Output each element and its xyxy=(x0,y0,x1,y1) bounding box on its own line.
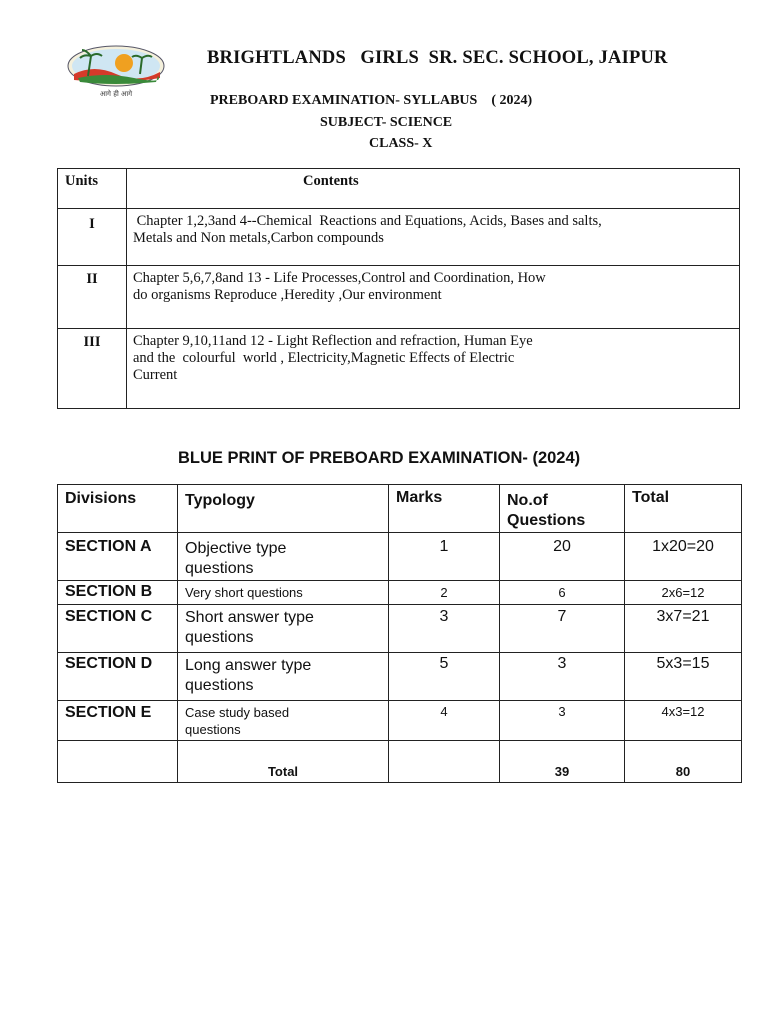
content-line: and the colourful world , Electricity,Magnetic Effects of Electric xyxy=(133,350,515,366)
total-questions: 39 xyxy=(500,741,625,783)
header-questions-line: Questions xyxy=(507,512,586,529)
unit-number: I xyxy=(58,209,127,266)
typology-line: Case study based xyxy=(185,705,290,720)
table-row xyxy=(58,329,740,409)
typology: Very short questions xyxy=(178,581,389,605)
header-questions xyxy=(500,485,625,533)
questions-value: 3 xyxy=(500,653,625,701)
unit-content xyxy=(127,266,740,329)
typology-line: questions xyxy=(185,560,254,577)
header-marks: Marks xyxy=(389,485,500,533)
total-value: 1x20=20 xyxy=(625,533,742,581)
unit-number: II xyxy=(58,266,127,329)
table-row xyxy=(58,169,740,209)
subject-title: SUBJECT- SCIENCE xyxy=(320,115,453,130)
total-value: 4x3=12 xyxy=(625,701,742,741)
table-row xyxy=(58,533,742,581)
table-row xyxy=(58,653,742,701)
school-name: BRIGHTLANDS GIRLS SR. SEC. SCHOOL, JAIPUR xyxy=(207,48,668,68)
header-contents: Contents xyxy=(127,169,740,209)
exam-title: PREBOARD EXAMINATION- SYLLABUS ( 2024) xyxy=(210,93,533,108)
section-label: SECTION C xyxy=(58,605,178,653)
header-total: Total xyxy=(625,485,742,533)
header-divisions: Divisions xyxy=(58,485,178,533)
typology-line: Objective type xyxy=(185,540,287,557)
content-line: Chapter 1,2,3and 4--Chemical Reactions and Equations, Acids, Bases and salts, xyxy=(133,213,602,229)
total-value: 3x7=21 xyxy=(625,605,742,653)
total-label: Total xyxy=(178,741,389,783)
marks-value: 3 xyxy=(389,605,500,653)
typology-line: Long answer type xyxy=(185,657,312,674)
unit-content xyxy=(127,329,740,409)
typology xyxy=(178,701,389,741)
table-row xyxy=(58,605,742,653)
school-logo-icon xyxy=(64,44,168,100)
content-line: do organisms Reproduce ,Heredity ,Our environment xyxy=(133,287,442,303)
section-label: SECTION A xyxy=(58,533,178,581)
typology xyxy=(178,605,389,653)
unit-number: III xyxy=(58,329,127,409)
grand-total: 80 xyxy=(625,741,742,783)
content-line: Current xyxy=(133,367,178,383)
class-title: CLASS- X xyxy=(369,136,433,151)
section-label: SECTION E xyxy=(58,701,178,741)
marks-value: 2 xyxy=(389,581,500,605)
empty-cell xyxy=(58,741,178,783)
typology-line: questions xyxy=(185,677,254,694)
content-line: Metals and Non metals,Carbon compounds xyxy=(133,230,384,246)
typology-line: questions xyxy=(185,722,241,737)
unit-content xyxy=(127,209,740,266)
empty-cell xyxy=(389,741,500,783)
questions-value: 6 xyxy=(500,581,625,605)
header-questions-line: No.of xyxy=(507,492,548,509)
section-label: SECTION B xyxy=(58,581,178,605)
total-value: 5x3=15 xyxy=(625,653,742,701)
table-row xyxy=(58,209,740,266)
typology-line: Short answer type xyxy=(185,609,314,626)
typology-line: questions xyxy=(185,629,254,646)
header-units: Units xyxy=(58,169,127,209)
section-label: SECTION D xyxy=(58,653,178,701)
table-row xyxy=(58,701,742,741)
total-value: 2x6=12 xyxy=(625,581,742,605)
questions-value: 7 xyxy=(500,605,625,653)
table-row xyxy=(58,741,742,783)
header-typology: Typology xyxy=(178,485,389,533)
syllabus-table xyxy=(57,168,740,409)
marks-value: 1 xyxy=(389,533,500,581)
content-line: Chapter 5,6,7,8and 13 - Life Processes,Control and Coordination, How xyxy=(133,270,546,286)
table-row xyxy=(58,266,740,329)
questions-value: 3 xyxy=(500,701,625,741)
table-row xyxy=(58,581,742,605)
typology xyxy=(178,653,389,701)
typology xyxy=(178,533,389,581)
table-row xyxy=(58,485,742,533)
questions-value: 20 xyxy=(500,533,625,581)
logo-motto: आगे ही आगे xyxy=(99,90,133,98)
blueprint-table xyxy=(57,484,742,783)
blueprint-title: BLUE PRINT OF PREBOARD EXAMINATION- (2024) xyxy=(178,449,581,467)
content-line: Chapter 9,10,11and 12 - Light Reflection and refraction, Human Eye xyxy=(133,333,533,349)
marks-value: 4 xyxy=(389,701,500,741)
marks-value: 5 xyxy=(389,653,500,701)
